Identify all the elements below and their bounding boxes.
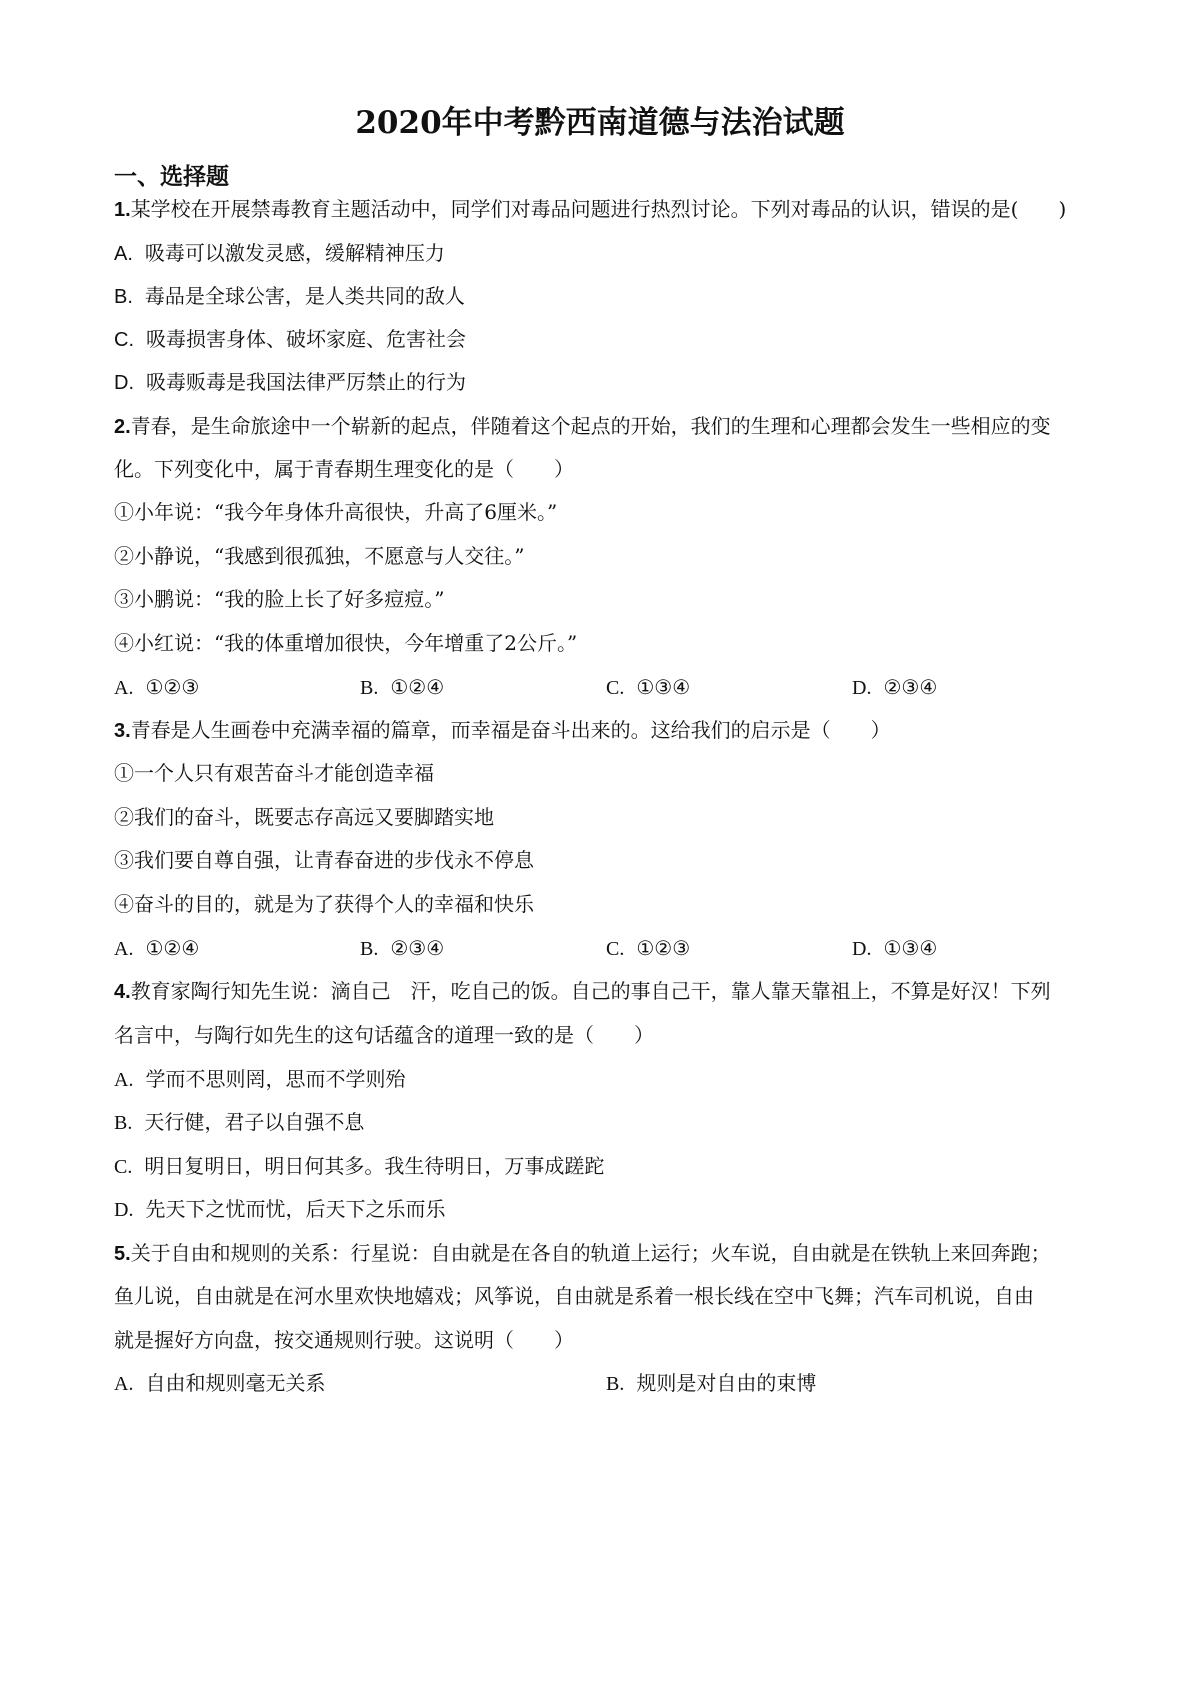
question-4-stem-line-1: 4.教育家陶行知先生说：滴自己 汗，吃自己的饭。自己的事自己干，靠人靠天靠祖上，不算是好汉！下列 (114, 979, 1051, 1003)
question-2-statement-1: ①小年说：“我今年身体升高很快，升高了6厘米。” (114, 500, 558, 524)
page-title: 2020年中考黔西南道德与法治试题 (355, 105, 845, 141)
question-5-stem-line-1: 5.关于自由和规则的关系：行星说：自由就是在各自的轨道上运行；火车说，自由就是在铁轨上来回奔跑； (114, 1241, 1051, 1265)
question-number: 1. (114, 199, 131, 221)
question-3-option-c: C. ①②③ (606, 936, 691, 960)
question-2-option-d: D. ②③④ (852, 675, 938, 699)
question-4-option-a: A. 学而不思则罔，思而不学则殆 (114, 1067, 406, 1091)
question-5-stem-line-3: 就是握好方向盘，按交通规则行驶。这说明（ ） (114, 1328, 574, 1352)
question-2-option-b: B. ①②④ (360, 675, 445, 699)
question-3-statement-1: ①一个人只有艰苦奋斗才能创造幸福 (114, 761, 434, 785)
question-number: 5. (114, 1243, 131, 1265)
question-1-option-c: C. 吸毒损害身体、破坏家庭、危害社会 (114, 327, 466, 351)
question-3-options (114, 933, 1094, 963)
question-3-statement-2: ②我们的奋斗，既要志存高远又要脚踏实地 (114, 805, 494, 829)
question-5-options (114, 1368, 1094, 1398)
question-number: 2. (114, 416, 131, 438)
question-2-option-a: A. ①②③ (114, 675, 200, 699)
question-1-option-d: D. 吸毒贩毒是我国法律严厉禁止的行为 (114, 370, 466, 394)
question-1-stem: 1.某学校在开展禁毒教育主题活动中，同学们对毒品问题进行热烈讨论。下列对毒品的认识，错误的是( ) (114, 197, 1067, 221)
question-2-statement-2: ②小静说，“我感到很孤独，不愿意与人交往。” (114, 544, 525, 568)
question-3-option-a: A. ①②④ (114, 936, 200, 960)
question-5-stem-line-2: 鱼儿说，自由就是在河水里欢快地嬉戏；风筝说，自由就是系着一根长线在空中飞舞；汽车司机说，自由 (114, 1284, 1034, 1308)
question-3-stem: 3.青春是人生画卷中充满幸福的篇章，而幸福是奋斗出来的。这给我们的启示是（ ） (114, 718, 891, 742)
question-2-stem-line-2: 化。下列变化中，属于青春期生理变化的是（ ） (114, 457, 574, 481)
question-5-option-b: B. 规则是对自由的束博 (606, 1371, 817, 1395)
section-heading: 一、选择题 (114, 163, 229, 190)
question-3-statement-4: ④奋斗的目的，就是为了获得个人的幸福和快乐 (114, 892, 534, 916)
question-2-option-c: C. ①③④ (606, 675, 691, 699)
question-4-stem-line-2: 名言中，与陶行如先生的这句话蕴含的道理一致的是（ ） (114, 1023, 654, 1047)
question-number: 4. (114, 981, 131, 1003)
question-2-stem-line-1: 2.青春，是生命旅途中一个崭新的起点，伴随着这个起点的开始，我们的生理和心理都会发生一些相应的变 (114, 414, 1051, 438)
question-3-option-b: B. ②③④ (360, 936, 445, 960)
question-1-option-b: B. 毒品是全球公害，是人类共同的敌人 (114, 284, 465, 308)
question-5-option-a: A. 自由和规则毫无关系 (114, 1371, 326, 1395)
question-4-option-d: D. 先天下之忧而忧，后天下之乐而乐 (114, 1197, 446, 1221)
question-3-option-d: D. ①③④ (852, 936, 938, 960)
question-4-option-c: C. 明日复明日，明日何其多。我生待明日，万事成蹉跎 (114, 1154, 605, 1178)
question-number: 3. (114, 720, 131, 742)
question-2-statement-3: ③小鹏说：“我的脸上长了好多痘痘。” (114, 587, 445, 611)
question-1-option-a: A. 吸毒可以激发灵感，缓解精神压力 (114, 241, 445, 265)
question-4-option-b: B. 天行健，君子以自强不息 (114, 1110, 365, 1134)
question-3-statement-3: ③我们要自尊自强，让青春奋进的步伐永不停息 (114, 848, 534, 872)
question-2-options (114, 672, 1094, 702)
question-2-statement-4: ④小红说：“我的体重增加很快，今年增重了2公斤。” (114, 631, 578, 655)
